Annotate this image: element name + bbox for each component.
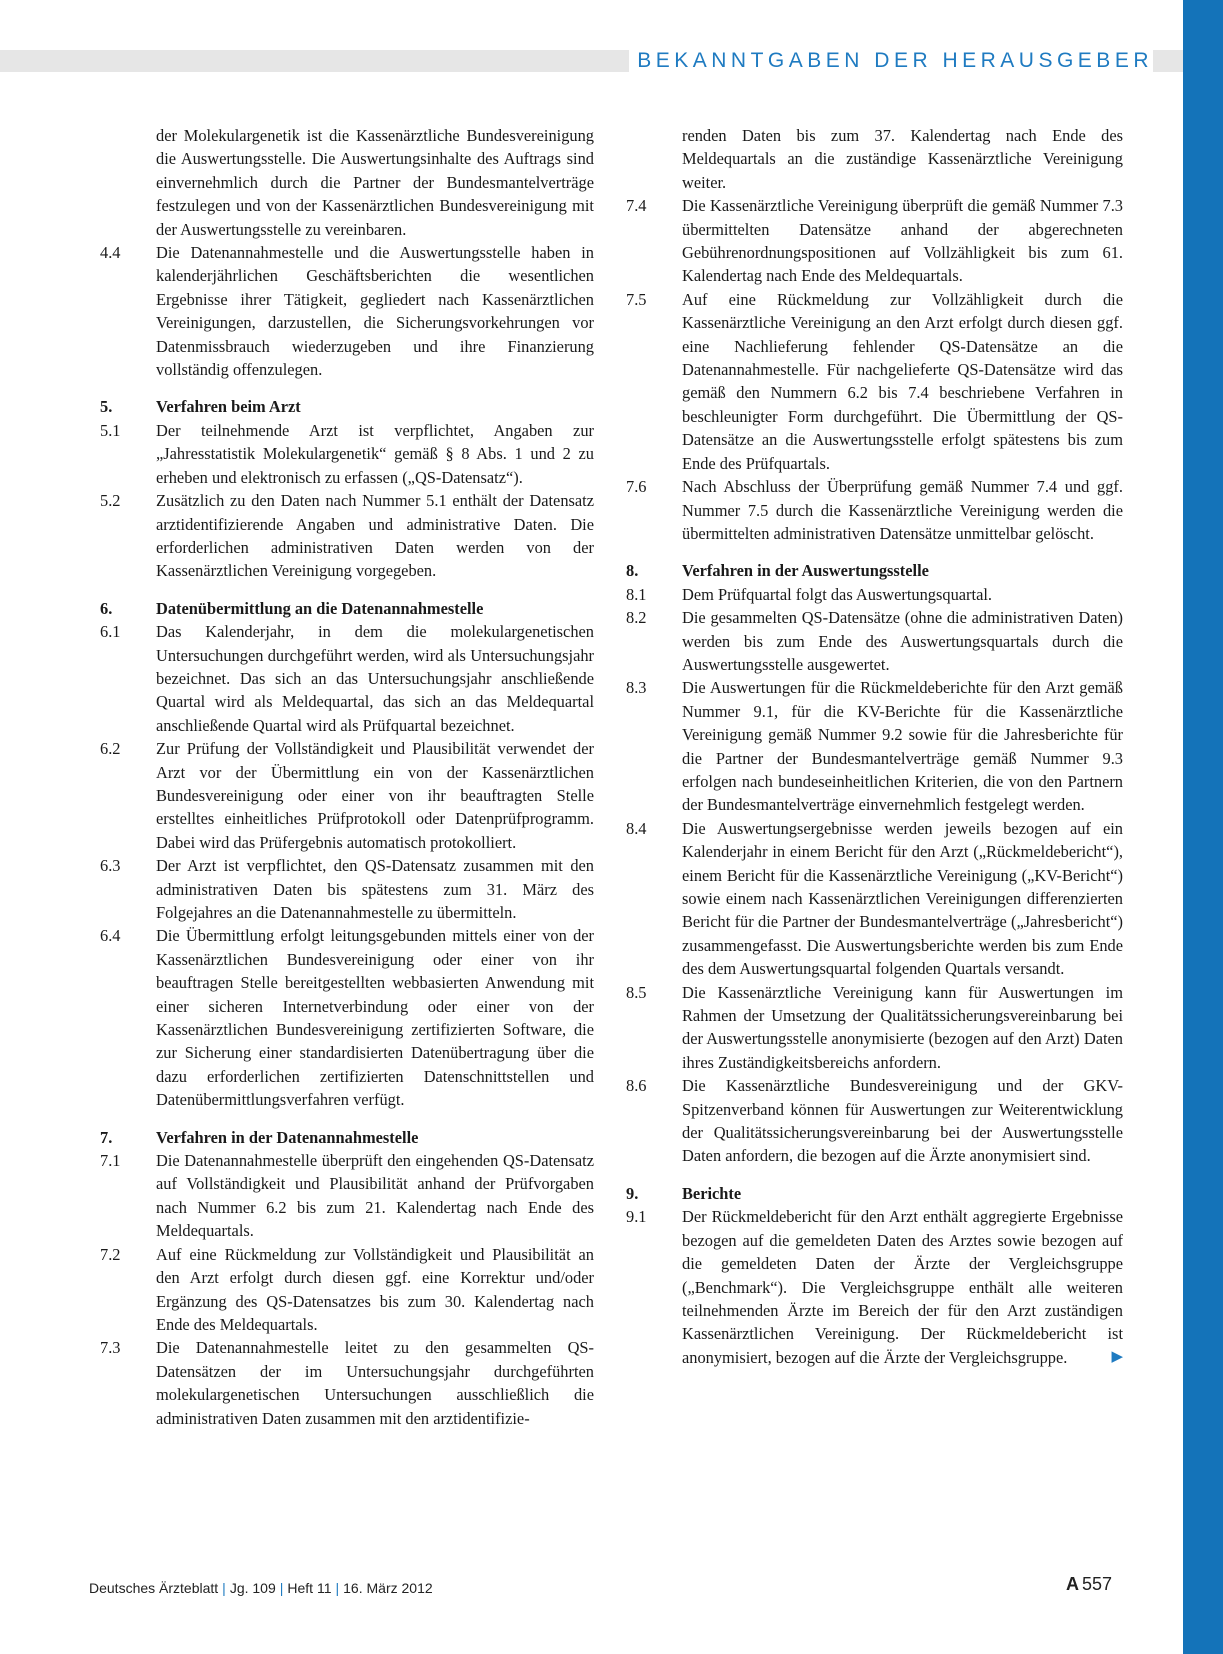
issue: Heft 11 — [287, 1580, 332, 1596]
side-accent-bar — [1183, 0, 1223, 1654]
continue-arrow-icon: ▶ — [1111, 1348, 1123, 1365]
text-content: Verfahren beim Arzt — [156, 397, 301, 417]
paragraph-text — [156, 1336, 594, 1430]
paragraph-number: 7.3 — [100, 1338, 121, 1358]
paragraph-number: 5. — [100, 397, 113, 417]
paragraph-number: 5.2 — [100, 491, 121, 511]
text-content: Verfahren in der Datenannahmestelle — [156, 1127, 419, 1147]
paragraph-text — [682, 1074, 1123, 1168]
section-heading — [100, 395, 594, 418]
numbered-paragraph — [100, 1149, 594, 1243]
right-column — [626, 124, 1123, 1369]
text-content: Der teilnehmende Arzt ist verpflichtet, Angaben zur „Jahresstatistik Molekulargenetik“ gemäß § 8 Abs. 1 und 2 zu erheben und elektronisch zu erfassen („QS-Datensatz“). — [156, 420, 594, 487]
text-content: Auf eine Rückmeldung zur Vollzähligkeit durch die Kassenärztliche Vereinigung an den Arzt erfolgt durch diesen ggf. eine Nachlieferung fehlender QS-Datensätze an die Datenannahmestelle. Für nachgelieferte QS-Datensätze wird das gemäß den Nummern 6.2 bis 7.4 beschriebene Verfahren in beschleunigter Form durchgeführt. Die Übermittlung der QS-Datensätze an die Auswertungsstelle erfolgt spätestens bis zum Ende des Prüfquartals. — [682, 289, 1123, 473]
text-content: Die Datenannahmestelle leitet zu den gesammelten QS-Datensätzen der im Untersuchungsjahr durchgeführten molekulargenetischen Untersuchungen ausschließlich die administrativen Daten zusammen mit den arztidentifizie- — [156, 1338, 594, 1428]
continued-paragraph: der Molekulargenetik ist die Kassenärztliche Bundesvereinigung die Auswertungsstelle. Die Auswertungsinhalte des Auftrags sind einvernehmlich durch die Partner der Bundesmantelverträge festzulegen und von der Kassenärztlichen Bundesvereinigung mit der Auswertungsstelle zu vereinbaren. — [156, 126, 594, 239]
section-heading — [100, 1126, 594, 1149]
text-content: Datenübermittlung an die Datenannahmestelle — [156, 598, 484, 618]
numbered-paragraph — [100, 1336, 594, 1430]
paragraph-text — [682, 676, 1123, 816]
paragraph-text — [156, 489, 594, 583]
paragraph-number: 5.1 — [100, 420, 121, 440]
numbered-paragraph — [100, 241, 594, 381]
numbered-paragraph — [626, 475, 1123, 545]
paragraph-number: 8.5 — [626, 982, 647, 1002]
numbered-paragraph — [100, 489, 594, 583]
footer-citation: Deutsches Ärzteblatt | Jg. 109 | Heft 11 | 16. März 2012 — [89, 1580, 433, 1596]
paragraph-text — [156, 419, 594, 489]
paragraph-number: 6.1 — [100, 622, 121, 642]
numbered-paragraph — [626, 981, 1123, 1075]
section-heading — [626, 1182, 1123, 1205]
paragraph-number: 7.1 — [100, 1151, 121, 1171]
heading-text — [156, 1126, 594, 1149]
page-prefix: A — [1065, 1574, 1079, 1594]
left-column — [100, 124, 594, 1430]
paragraph-number: 8.2 — [626, 608, 647, 628]
numbered-paragraph — [100, 419, 594, 489]
page-number — [1066, 1574, 1112, 1595]
journal-name: Deutsches Ärzteblatt — [89, 1580, 219, 1596]
heading-text — [682, 1182, 1123, 1205]
numbered-paragraph — [626, 606, 1123, 676]
paragraph-number: 8.3 — [626, 678, 647, 698]
paragraph-number: 7.6 — [626, 477, 647, 497]
heading-text — [682, 559, 1123, 582]
paragraph-text — [156, 924, 594, 1111]
numbered-paragraph — [626, 817, 1123, 981]
paragraph-text — [682, 1205, 1123, 1369]
paragraph-number: 8.6 — [626, 1076, 647, 1096]
text-content: Nach Abschluss der Überprüfung gemäß Nummer 7.4 und ggf. Nummer 7.5 durch die Kassenärztliche Vereinigung werden die übermittelten administrativen Datensätze unmittelbar gelöscht. — [682, 477, 1123, 543]
text-content: Das Kalenderjahr, in dem die molekulargenetischen Untersuchungen durchgeführt werden, wird als Untersuchungsjahr bezeichnet. Das sich an das Untersuchungsjahr anschließende Quartal wird als Meldequartal, das sich an das Meldequartal anschließende Quartal wird als Prüfquartal bezeichnet. — [156, 622, 594, 735]
paragraph-number: 6.3 — [100, 856, 121, 876]
paragraph-text — [156, 737, 594, 854]
paragraph-text — [682, 981, 1123, 1075]
text-content: Der Arzt ist verpflichtet, den QS-Datensatz zusammen mit den administrativen Daten bis spätestens zum 31. März des Folgejahres an die Datenannahmestelle zu übermitteln. — [156, 856, 594, 922]
paragraph-text — [682, 583, 1123, 606]
paragraph-number: 6.4 — [100, 926, 121, 946]
section-heading — [626, 559, 1123, 582]
issue-date: 16. März 2012 — [343, 1580, 433, 1596]
text-content: Auf eine Rückmeldung zur Vollständigkeit und Plausibilität an den Arzt erfolgt durch diesen ggf. eine Korrektur und/oder Ergänzung des QS-Datensatzes bis zum 30. Kalendertag nach Ende des Meldequartals. — [156, 1244, 594, 1334]
text-content: Dem Prüfquartal folgt das Auswertungsquartal. — [682, 584, 992, 604]
paragraph-number: 7.2 — [100, 1244, 121, 1264]
numbered-paragraph — [626, 676, 1123, 816]
paragraph-number: 4.4 — [100, 243, 121, 263]
text-content: Zusätzlich zu den Daten nach Nummer 5.1 enthält der Datensatz arztidentifizierende Angaben und administrative Daten. Die erforderlichen administrativen Daten werden von der Kassenärztlichen Vereinigung vorgegeben. — [156, 491, 594, 581]
text-content: Die Datenannahmestelle überprüft den eingehenden QS-Datensatz auf Vollständigkeit und Plausibilität anhand der Prüfvorgaben nach Nummer 6.2 bis zum 21. Kalendertag nach Ende des Meldequartals. — [156, 1151, 594, 1241]
paragraph-number: 7.4 — [626, 196, 647, 216]
numbered-paragraph — [626, 194, 1123, 288]
paragraph-text — [156, 620, 594, 737]
section-heading — [100, 597, 594, 620]
heading-text — [156, 395, 594, 418]
numbered-paragraph — [100, 924, 594, 1111]
text-content: Der Rückmeldebericht für den Arzt enthält aggregierte Ergebnisse bezogen auf die gemeldeten Daten des Arztes sowie bezogen auf die gemeldeten Daten der Ärzte der Vergleichsgruppe („Benchmark“). Die Vergleichsgruppe enthält alle weiteren teilnehmenden Ärzte im Bereich der für den Arzt zuständigen Kassenärztlichen Vereinigung. Der Rückmeldebericht ist anonymisiert, bezogen auf die Ärzte der Vergleichsgruppe. — [682, 1207, 1123, 1367]
paragraph-text — [682, 194, 1123, 288]
volume: Jg. 109 — [229, 1580, 276, 1596]
text-content: Die Übermittlung erfolgt leitungsgebunden mittels einer von der Kassenärztlichen Bundesvereinigung oder einer von ihr beauftragen Stelle bereitgestellten webbasierten Anwendung mit einer sicheren Internetverbindung oder einer von der Kassenärztlichen Bundesvereinigung zertifizierten Software, die zur Sicherung einer standardisierten Datenübertragung über die dazu erforderlichen zertifizierten Datenschnittstellen und Datenübermittlungsverfahren verfügt. — [156, 926, 594, 1110]
text-content: Berichte — [682, 1183, 742, 1203]
paragraph-number: 9.1 — [626, 1207, 647, 1227]
paragraph-number: 7.5 — [626, 289, 647, 309]
paragraph-number: 6.2 — [100, 739, 121, 759]
numbered-paragraph — [100, 854, 594, 924]
numbered-paragraph — [626, 1074, 1123, 1168]
paragraph-text — [156, 1243, 594, 1337]
continued-paragraph: renden Daten bis zum 37. Kalendertag nach Ende des Meldequartals an die zuständige Kassenärztliche Vereinigung weiter. — [682, 126, 1123, 192]
text-content: Die Datenannahmestelle und die Auswertungsstelle haben in kalenderjährlichen Geschäftsberichten die wesentlichen Ergebnisse ihrer Tätigkeit, gegliedert nach Kassenärztlichen Vereinigungen, darzustellen, die Sicherungsvorkehrungen vor Datenmissbrauch wiederzugeben und ihre Finanzierung vollständig offenzulegen. — [156, 243, 594, 380]
numbered-paragraph — [100, 620, 594, 737]
paragraph-text — [682, 475, 1123, 545]
text-content: Die Auswertungen für die Rückmeldeberichte für den Arzt gemäß Nummer 9.1, für die KV-Berichte für die Kassenärztliche Vereinigung gemäß Nummer 9.2 sowie für die Jahresberichte für die Partner der Bundesmantelverträge gemäß Nummer 9.3 erfolgen nach bundeseinheitlichen Kriterien, die von den Partnern der Bundesmantelverträge einvernehmlich festgelegt werden. — [682, 678, 1123, 815]
paragraph-text — [156, 241, 594, 381]
numbered-paragraph — [626, 288, 1123, 475]
heading-text — [156, 597, 594, 620]
paragraph-number: 6. — [100, 598, 113, 618]
paragraph-text — [682, 288, 1123, 475]
text-content: Die Auswertungsergebnisse werden jeweils bezogen auf ein Kalenderjahr in einem Bericht für den Arzt („Rückmeldebericht“), einem Bericht für die Kassenärztliche Vereinigung („KV-Bericht“) sowie einem nach Kassenärztlichen Vereinigungen differenzierten Bericht für die Partner der Bundesmantelverträge („Jahresbericht“) zusammengefasst. Die Auswertungsberichte werden bis zum Ende des dem Auswertungsquartal folgenden Quartals versandt. — [682, 818, 1123, 979]
text-content: Verfahren in der Auswertungsstelle — [682, 561, 929, 581]
paragraph-number: 8.1 — [626, 584, 647, 604]
text-content: Die Kassenärztliche Vereinigung überprüft die gemäß Nummer 7.3 übermittelten Datensätze anhand der abgerechneten Gebührenordnungspositionen auf Vollzähligkeit bis zum 61. Kalendertag nach Ende des Meldequartals. — [682, 196, 1123, 286]
paragraph-number: 8.4 — [626, 818, 647, 838]
text-content: Die Kassenärztliche Bundesvereinigung und der GKV-Spitzenverband können für Auswertungen zur Weiterentwicklung der Qualitätssicherungsvereinbarung bei der Auswertungsstelle Daten anfordern, die bezogen auf die Ärzte anonymisiert sind. — [682, 1076, 1123, 1166]
paragraph-text — [156, 854, 594, 924]
text-content: Zur Prüfung der Vollständigkeit und Plausibilität verwendet der Arzt vor der Übermittlung ein von der Kassenärztlichen Bundesvereinigung oder einer von ihr beauftragten Stelle erstelltes einheitliches Prüfprotokoll oder Datenprüfprogramm. Dabei wird das Prüfergebnis automatisch protokolliert. — [156, 739, 594, 852]
page-number-value: 557 — [1081, 1574, 1112, 1594]
section-title: BEKANNTGABEN DER HERAUSGEBER — [629, 48, 1153, 74]
text-content: Die gesammelten QS-Datensätze (ohne die administrativen Daten) werden bis zum Ende des Auswertungsquartals durch die Auswertungsstelle ausgewertet. — [682, 608, 1123, 674]
paragraph-number: 9. — [626, 1183, 639, 1203]
numbered-paragraph — [100, 1243, 594, 1337]
text-content: Die Kassenärztliche Vereinigung kann für Auswertungen im Rahmen der Umsetzung der Qualitätssicherungsvereinbarung bei der Auswertungsstelle anonymisierte (bezogen auf den Arzt) Daten ihres Zuständigkeitsbereichs anfordern. — [682, 982, 1123, 1072]
numbered-paragraph — [626, 583, 1123, 606]
paragraph-text — [682, 606, 1123, 676]
paragraph-text — [156, 1149, 594, 1243]
paragraph-text — [682, 817, 1123, 981]
numbered-paragraph — [626, 1205, 1123, 1369]
numbered-paragraph — [100, 737, 594, 854]
paragraph-number: 7. — [100, 1127, 113, 1147]
paragraph-number: 8. — [626, 561, 639, 581]
